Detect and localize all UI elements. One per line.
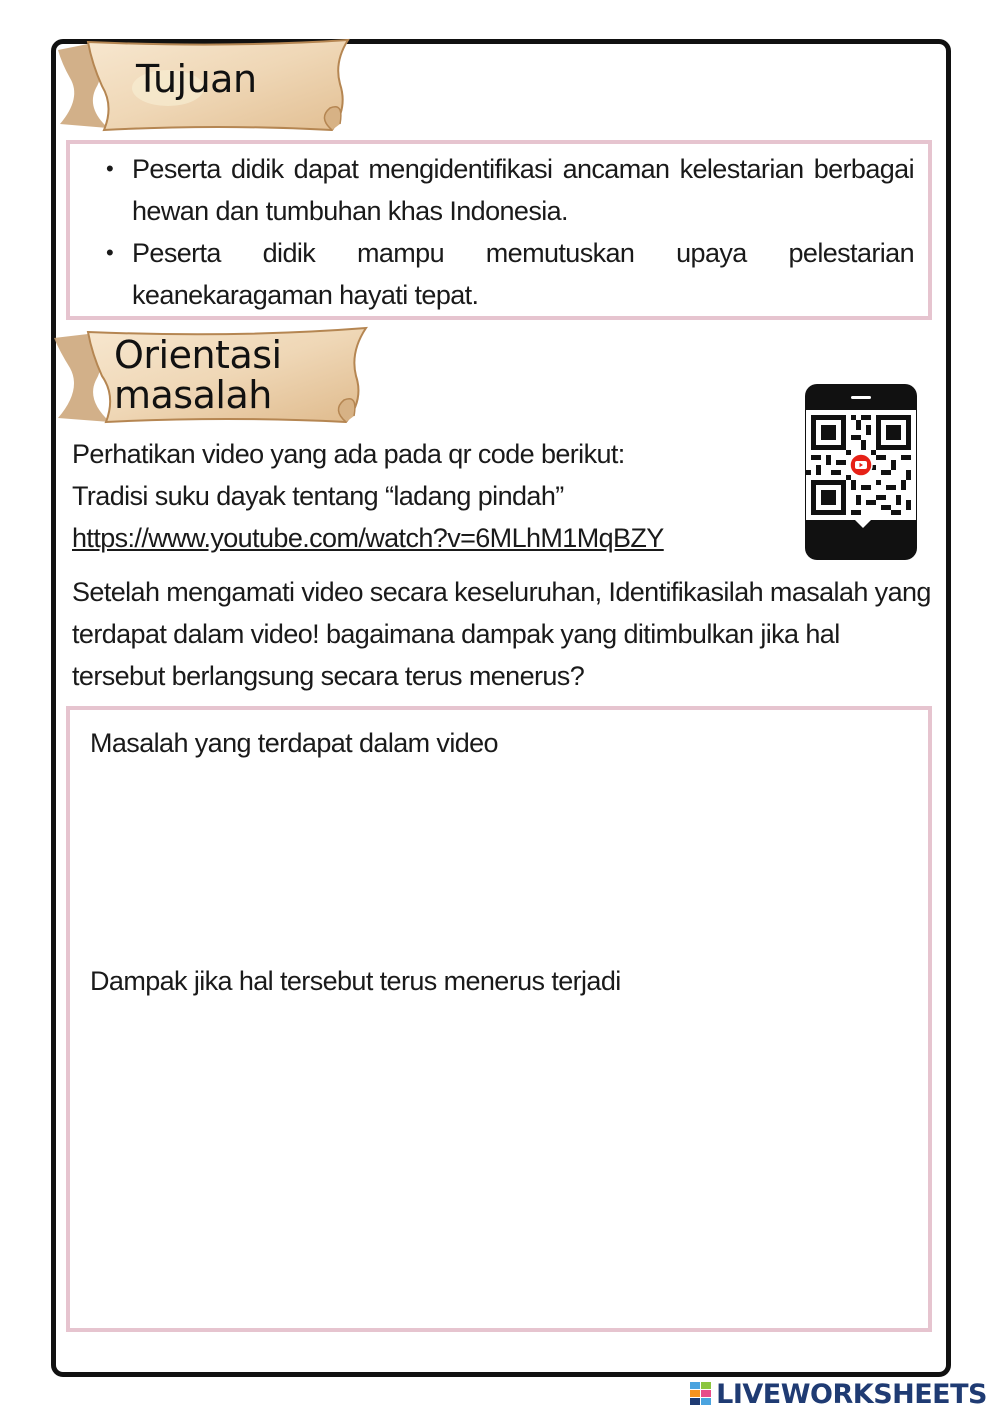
bullet-icon: • [106, 156, 114, 181]
goal-list [70, 148, 928, 316]
liveworksheets-brand[interactable] [690, 1379, 987, 1409]
impact-answer-input[interactable] [90, 1004, 914, 1318]
question-text: Setelah mengamati video secara keseluruhan, Identifikasilah masalah yang terdapat dalam video! bagaimana dampak yang ditimbulkan jika hal tersebut berlangsung secara terus menerus? [72, 577, 931, 691]
qr-code-icon[interactable] [806, 410, 916, 520]
bullet-icon: • [106, 240, 114, 265]
impact-label: Dampak jika hal tersebut terus menerus terjadi [90, 966, 621, 996]
youtube-play-icon [849, 453, 873, 477]
answer-box [66, 706, 932, 1332]
problem-label: Masalah yang terdapat dalam video [90, 728, 498, 758]
brand-name: LIVEWORKSHEETS [716, 1378, 987, 1410]
video-title: Tradisi suku dayak tentang “ladang pindah” [72, 481, 564, 511]
goal-text: Peserta didik mampu memutuskan upaya pelestarian keanekaragaman hayati tepat. [132, 238, 914, 310]
problem-answer-input[interactable] [90, 766, 914, 960]
video-link[interactable]: https://www.youtube.com/watch?v=6MLhM1MqBZY [72, 523, 664, 553]
tujuan-title: Tujuan [136, 57, 257, 101]
tujuan-goals-box [66, 140, 932, 320]
goal-item [70, 232, 928, 316]
goal-text: Peserta didik dapat mengidentifikasi ancaman kelestarian berbagai hewan dan tumbuhan khas Indonesia. [132, 154, 914, 226]
goal-item [70, 148, 928, 232]
orientasi-title-line1: Orientasi [114, 333, 282, 377]
orientasi-title-line2: masalah [114, 373, 272, 417]
liveworksheets-logo-icon [690, 1382, 712, 1406]
video-instruction: Perhatikan video yang ada pada qr code berikut: [72, 439, 625, 469]
orientasi-banner [48, 326, 370, 426]
tujuan-banner [48, 38, 353, 134]
